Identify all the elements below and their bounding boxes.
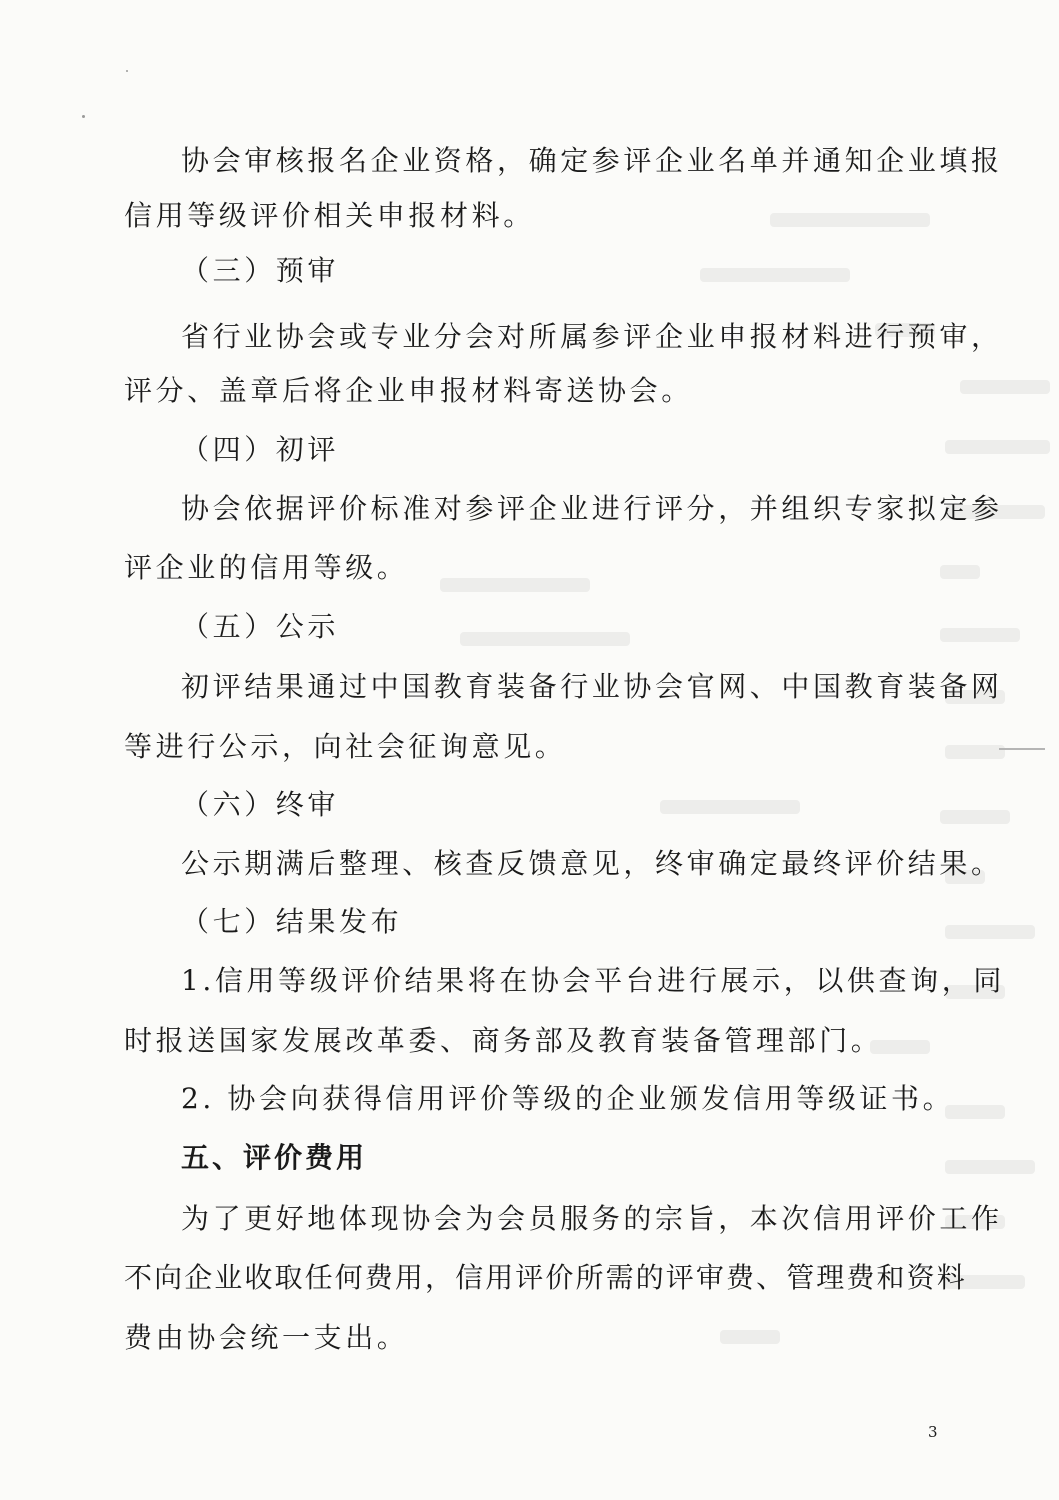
margin-mark xyxy=(999,748,1045,750)
section-heading: （三）预审 xyxy=(181,254,340,287)
paragraph-line: 不向企业收取任何费用，信用评价所需的评审费、管理费和资料 xyxy=(124,1261,967,1294)
paragraph-line: 2. 协会向获得信用评价等级的企业颁发信用等级证书。 xyxy=(181,1082,955,1115)
section-heading: （七）结果发布 xyxy=(181,905,403,938)
paragraph-line: 时报送国家发展改革委、商务部及教育装备管理部门。 xyxy=(124,1024,883,1057)
paragraph-line: 为了更好地体现协会为会员服务的宗旨，本次信用评价工作 xyxy=(181,1202,1003,1235)
paragraph-line: 费由协会统一支出。 xyxy=(124,1321,409,1354)
section-heading: （六）终审 xyxy=(181,788,340,821)
paragraph-line: 公示期满后整理、核查反馈意见，终审确定最终评价结果。 xyxy=(181,847,1003,880)
page-number: 3 xyxy=(928,1423,938,1441)
paragraph-line: 协会依据评价标准对参评企业进行评分，并组织专家拟定参 xyxy=(181,492,1003,525)
paragraph-line: 评企业的信用等级。 xyxy=(124,551,409,584)
paragraph-line: 省行业协会或专业分会对所属参评企业申报材料进行预审， xyxy=(181,320,1003,353)
paragraph-line: 协会审核报名企业资格，确定参评企业名单并通知企业填报 xyxy=(181,144,1003,177)
section-heading: （四）初评 xyxy=(181,433,340,466)
section-heading-bold: 五、评价费用 xyxy=(181,1141,368,1174)
scan-speck xyxy=(82,115,85,118)
paragraph-line: 评分、盖章后将企业申报材料寄送协会。 xyxy=(124,374,693,407)
paragraph-line: 初评结果通过中国教育装备行业协会官网、中国教育装备网 xyxy=(181,670,1003,703)
paragraph-line: 等进行公示，向社会征询意见。 xyxy=(124,730,567,763)
paragraph-line: 1.信用等级评价结果将在协会平台进行展示，以供查询，同 xyxy=(181,964,1005,997)
scan-speck xyxy=(126,70,128,72)
section-heading: （五）公示 xyxy=(181,610,340,643)
paragraph-line: 信用等级评价相关申报材料。 xyxy=(124,199,535,232)
